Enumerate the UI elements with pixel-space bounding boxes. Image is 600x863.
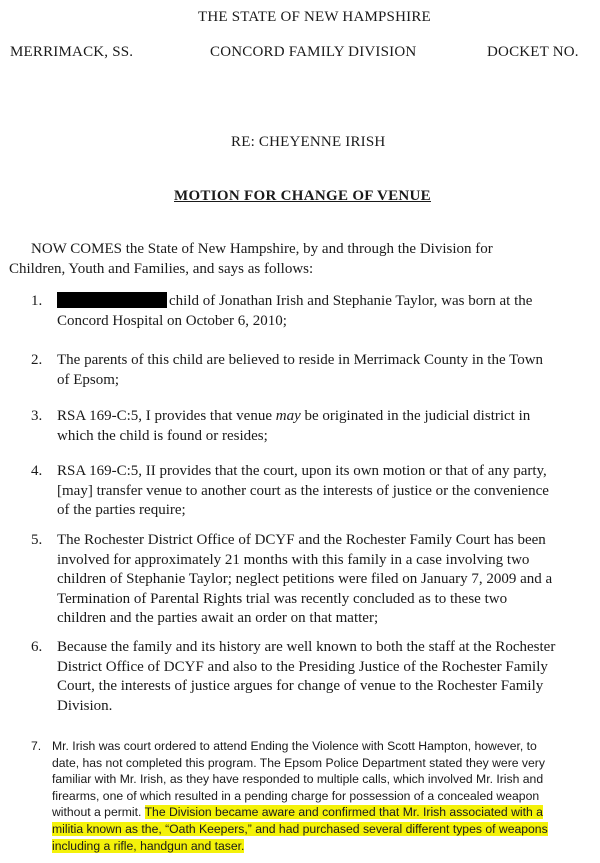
re-line: RE: CHEYENNE IRISH (231, 134, 386, 150)
highlighted-text: including a rifle, handgun and taser. (52, 838, 245, 853)
item-text-segment: without a permit. (52, 805, 145, 820)
document-title: MOTION FOR CHANGE OF VENUE (174, 188, 431, 204)
intro-paragraph (9, 240, 493, 279)
item-text-line: [may] transfer venue to another court as the interests of justice or the convenience (57, 482, 549, 499)
item-number: 3. (31, 408, 43, 424)
item-text-line: Division. (57, 697, 113, 714)
item-text-line: District Office of DCYF and also to the Presiding Justice of the Rochester Family (57, 658, 548, 675)
item-number: 2. (31, 352, 43, 368)
item-text-line: Mr. Irish was court ordered to attend Ending the Violence with Scott Hampton, however, to (52, 739, 537, 753)
item-text-line: which the child is found or resides; (57, 427, 268, 444)
item-text-line: firearms, one of which resulted in a pending charge for possession of a concealed weapon (52, 788, 540, 803)
item-text-line: The parents of this child are believed to reside in Merrimack County in the Town (57, 352, 544, 368)
item-emphasis: may (275, 408, 301, 424)
intro-line-1: NOW COMES the State of New Hampshire, by and through the Division for (31, 241, 493, 257)
item-text-segment: be originated in the judicial district in (300, 408, 531, 424)
item-text-line: Concord Hospital on October 6, 2010; (57, 312, 287, 329)
item-text-line: involved for approximately 21 months with this family in a case involving two (57, 551, 530, 568)
item-text-line: The Rochester District Office of DCYF and the Rochester Family Court has been (57, 532, 546, 548)
docket-label: DOCKET NO. (487, 44, 579, 60)
item-text-line: of Epsom; (57, 371, 120, 388)
intro-line-2: Children, Youth and Families, and says as follows: (9, 260, 314, 277)
county-label: MERRIMACK, SS. (10, 44, 134, 60)
item-text-segment: RSA 169-C:5, I provides that venue (57, 408, 276, 424)
item-number: 5. (31, 532, 43, 548)
item-text-line: RSA 169-C:5, II provides that the court, upon its own motion or that of any party, (57, 463, 547, 479)
highlighted-text: militia known as the, “Oath Keepers,” and had purchased several different types of weapons (52, 821, 548, 836)
item-text-line: date, has not completed this program. The Epsom Police Department stated they were very (52, 755, 545, 770)
item-text-line: Because the family and its history are well known to both the staff at the Rochester (57, 639, 556, 655)
item-number: 7. (31, 739, 42, 753)
division-label: CONCORD FAMILY DIVISION (210, 44, 417, 60)
item-text-line: familiar with Mr. Irish, as they have responded to multiple calls, which involved Mr. Irish and (52, 772, 544, 787)
item-number: 1. (31, 293, 43, 309)
item-text-line: children and the parties await an order on that matter; (57, 610, 379, 626)
redaction-bar (57, 292, 167, 308)
item-text-line: Court, the interests of justice argues for change of venue to the Rochester Family (57, 678, 544, 694)
item-text-line: of the parties require; (57, 502, 186, 518)
item-text-line: children of Stephanie Taylor; neglect petitions were filed on January 7, 2009 and a (57, 571, 553, 587)
highlighted-text: The Division became aware and confirmed that Mr. Irish associated with a (144, 805, 543, 820)
item-text-line: Termination of Parental Rights trial was recently concluded as to these two (57, 590, 508, 607)
item-number: 6. (31, 639, 43, 655)
item-number: 4. (31, 463, 43, 479)
state-heading: THE STATE OF NEW HAMPSHIRE (198, 9, 431, 25)
item-text-line: child of Jonathan Irish and Stephanie Taylor, was born at the (169, 293, 533, 309)
